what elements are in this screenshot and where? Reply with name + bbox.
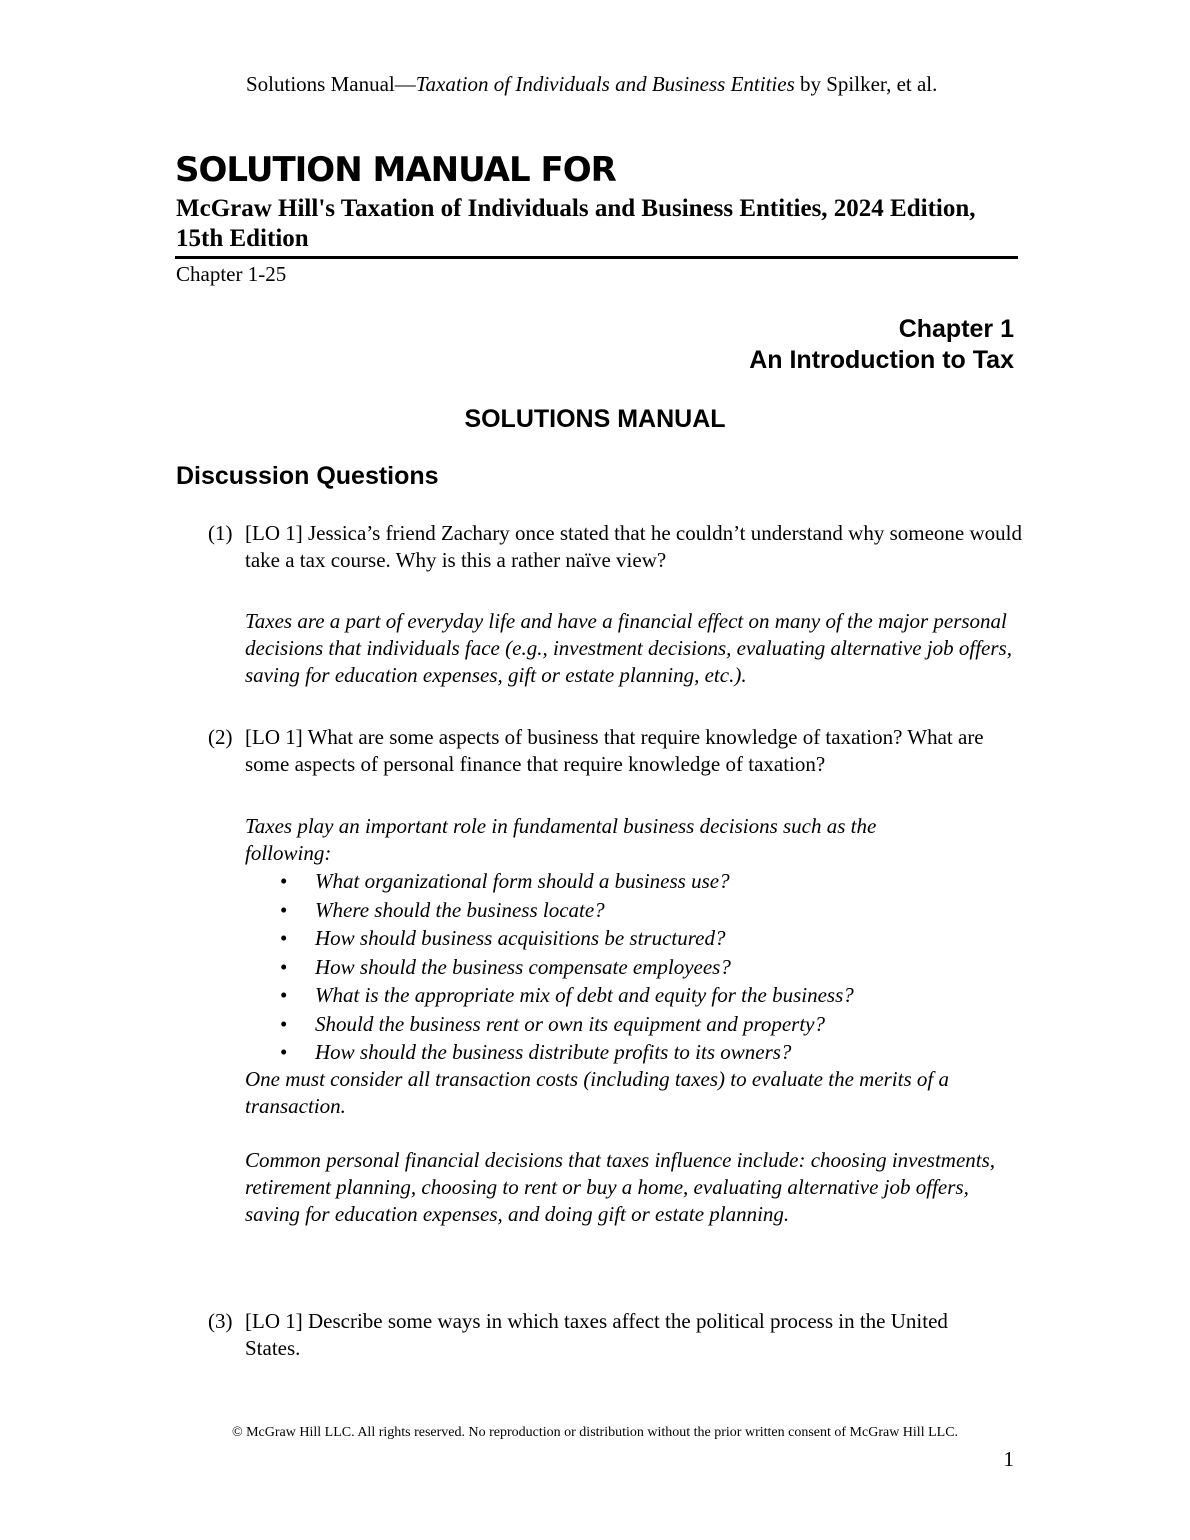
list-item: • How should the business compensate employees? bbox=[280, 953, 854, 982]
list-item: • How should business acquisitions be structured? bbox=[280, 924, 854, 953]
running-header bbox=[246, 70, 1046, 98]
solutions-manual-title: SOLUTIONS MANUAL bbox=[464, 405, 726, 433]
question-number: (1) bbox=[208, 521, 233, 545]
list-item: • Where should the business locate? bbox=[280, 896, 854, 925]
bullet-icon: • bbox=[280, 983, 288, 1007]
answer-intro: Taxes play an important role in fundamental business decisions such as the following: bbox=[245, 814, 877, 865]
book-title: McGraw Hill's Taxation of Individuals and Business Entities, 2024 Edition, 15th Edition bbox=[176, 195, 976, 252]
answer-personal-finance: Common personal financial decisions that taxes influence include: choosing investments, retirement planning, choosing to rent or buy a home, evaluating alternative job offers, saving for education expenses, and doing gift or estate planning. bbox=[245, 1148, 996, 1226]
header-authors: by Spilker, et al. bbox=[794, 72, 938, 96]
chapter-range: Chapter 1-25 bbox=[176, 262, 287, 286]
chapter-number: Chapter 1 bbox=[898, 315, 1014, 343]
document-heading: SOLUTION MANUAL FOR bbox=[175, 150, 616, 190]
title-divider bbox=[175, 256, 1018, 259]
question-text: [LO 1] Describe some ways in which taxes affect the political process in the United States. bbox=[245, 1309, 948, 1360]
answer-conclusion: One must consider all transaction costs (including taxes) to evaluate the merits of a transaction. bbox=[245, 1067, 949, 1118]
page-number: 1 bbox=[1003, 1447, 1014, 1471]
answer-text: Taxes are a part of everyday life and have a financial effect on many of the major personal decisions that individuals face (e.g., investment decisions, evaluating alternative job offers, saving for education expenses, gift or estate planning, etc.). bbox=[245, 609, 1012, 687]
list-item: • What organizational form should a business use? bbox=[280, 867, 854, 896]
list-item: • Should the business rent or own its equipment and property? bbox=[280, 1010, 854, 1039]
copyright-notice: © McGraw Hill LLC. All rights reserved. No reproduction or distribution without the prior written consent of McGraw Hill LLC. bbox=[231, 1425, 959, 1440]
section-title: Discussion Questions bbox=[176, 462, 439, 490]
list-item: • What is the appropriate mix of debt and equity for the business? bbox=[280, 981, 854, 1010]
bullet-icon: • bbox=[280, 954, 288, 979]
list-item: • How should the business distribute profits to its owners? bbox=[280, 1038, 854, 1067]
header-book-title: Taxation of Individuals and Business Entities bbox=[415, 72, 795, 96]
bullet-icon: • bbox=[280, 897, 288, 922]
bullet-icon: • bbox=[280, 1040, 288, 1064]
bullet-icon: • bbox=[280, 926, 288, 950]
chapter-heading bbox=[749, 314, 1014, 376]
header-prefix: Solutions Manual— bbox=[246, 72, 416, 96]
question-number: (3) bbox=[208, 1309, 233, 1333]
question-number: (2) bbox=[208, 725, 233, 749]
decision-list bbox=[280, 867, 854, 1067]
bullet-icon: • bbox=[280, 869, 288, 893]
question-text: [LO 1] What are some aspects of business that require knowledge of taxation? What are some aspects of personal finance that require knowledge of taxation? bbox=[245, 725, 984, 776]
chapter-name: An Introduction to Tax bbox=[749, 346, 1014, 374]
question-text: [LO 1] Jessica’s friend Zachary once stated that he couldn’t understand why someone would take a tax course. Why is this a rather naïve view? bbox=[245, 521, 1022, 572]
bullet-icon: • bbox=[280, 1011, 288, 1036]
